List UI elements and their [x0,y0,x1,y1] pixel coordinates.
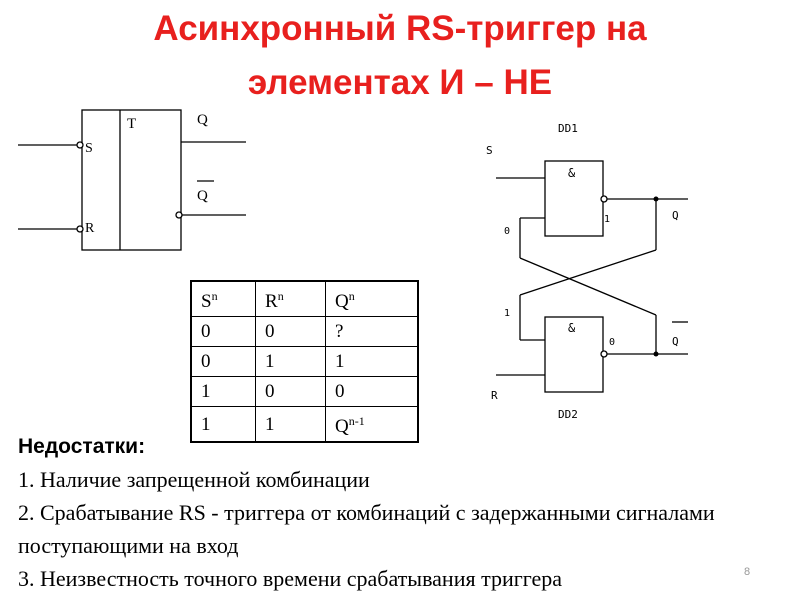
header-cell-s: $S^n$ [191,281,256,317]
dd2-inversion-bubble [601,351,607,357]
table-cell: ? [326,317,419,347]
table-row [191,317,418,347]
table-cell: 1 [191,407,256,443]
dd1-name-label: DD1 [558,122,578,135]
symbol-q-label: Q [197,112,208,128]
circuit-q-bar-label: Q [672,335,679,348]
header-cell-q: $Q^n$ [326,281,419,317]
circuit-q-label: Q [672,209,679,222]
dd2-name-label: DD2 [558,408,578,421]
table-cell: $Q^{n-1}$ [326,407,419,443]
page-number: 8 [744,566,751,578]
dd2-gate-symbol: & [568,321,576,335]
dd1-inversion-bubble [601,196,607,202]
table-cell: 0 [256,317,326,347]
table-cell: 1 [256,407,326,443]
r-inversion-bubble [77,226,83,232]
table-cell: 0 [256,377,326,407]
symbol-r-label: R [85,221,95,236]
cross-wire-2 [520,258,656,315]
symbol-q-bar-label: Q [197,188,208,204]
dd1-output-value: 1 [604,214,611,225]
table-row [191,377,418,407]
cross-wire-1 [520,250,656,295]
nand-circuit [496,161,688,392]
drawback-item-2: 2. Срабатывание RS - триггера от комбинаций с задержанными сигналами поступающими на вход [18,500,715,558]
s-inversion-bubble [77,142,83,148]
drawbacks-section [18,430,788,595]
dd2-output-value: 0 [609,337,616,348]
q-bar-inversion-bubble [176,212,182,218]
trigger-block-label: T [127,116,137,132]
truth-table [190,280,419,443]
junction-dot-q-bar [654,352,659,357]
table-cell: 1 [256,347,326,377]
drawbacks-heading: Недостатки: [18,435,146,458]
drawback-item-1: 1. Наличие запрещенной комбинации [18,467,370,492]
table-cell: 0 [191,317,256,347]
dd2-feedback-value: 1 [504,308,511,319]
dd1-gate-symbol: & [568,166,576,180]
circuit-s-label: S [486,144,493,157]
table-row [191,347,418,377]
drawback-item-3: 3. Неизвестность точного времени срабатывания триггера [18,566,563,591]
dd1-feedback-value: 0 [504,226,511,237]
title-line-1: Асинхронный RS-триггер на [153,9,647,48]
title-line-2: элементах И – НЕ [247,63,553,102]
junction-dot-q [654,197,659,202]
table-cell: 1 [326,347,419,377]
truth-table-header [191,281,418,317]
circuit-r-label: R [491,389,498,402]
table-cell: 1 [191,377,256,407]
symbol-s-label: S [85,141,93,156]
header-cell-r: $R^n$ [256,281,326,317]
table-cell: 0 [326,377,419,407]
table-cell: 0 [191,347,256,377]
